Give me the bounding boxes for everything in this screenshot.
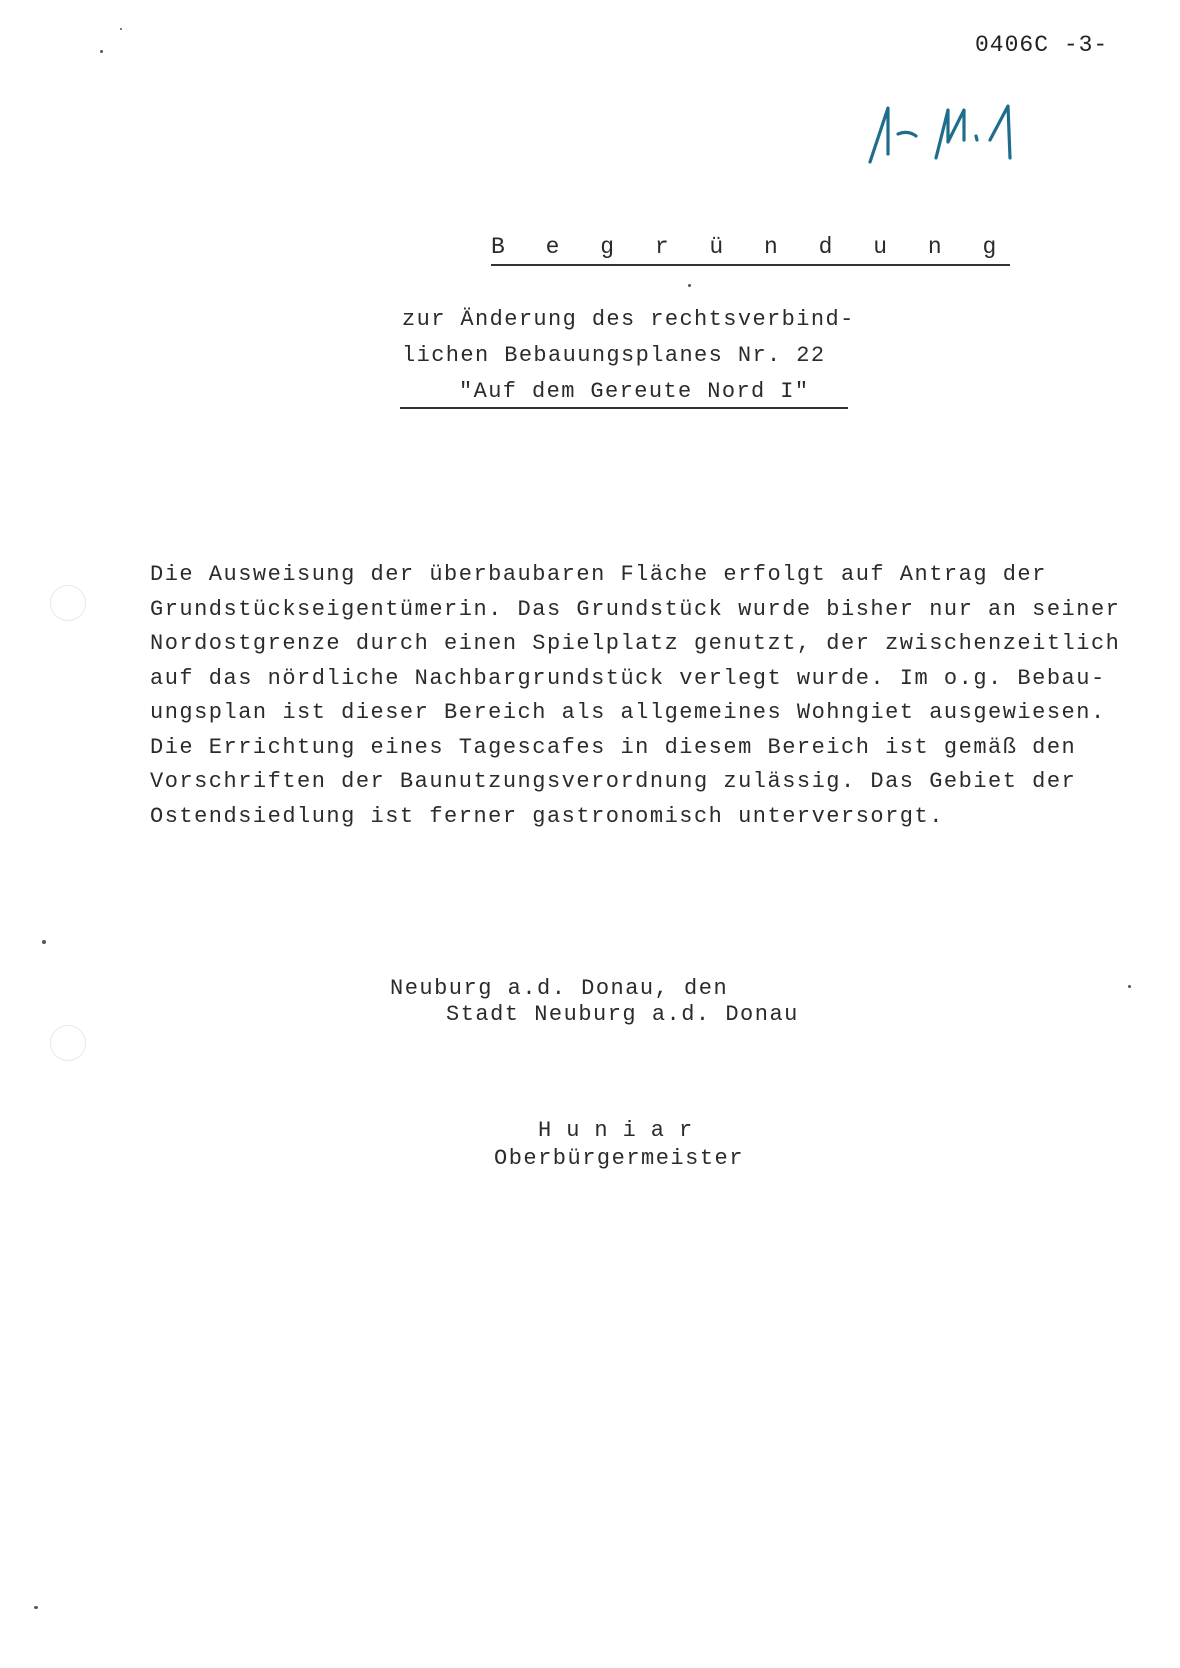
scan-speck: [1128, 985, 1131, 988]
body-line: Vorschriften der Baunutzungsverordnung zulässig. Das Gebiet der: [150, 769, 1077, 794]
place-date-line: Neuburg a.d. Donau, den: [390, 976, 729, 1001]
scan-speck: [688, 284, 691, 287]
subtitle-line-1: zur Änderung des rechtsverbind-: [402, 307, 855, 332]
signatory-name: Huniar: [538, 1118, 708, 1143]
page-reference: 0406C -3-: [975, 32, 1109, 58]
punch-hole-mark: [50, 585, 86, 621]
body-line: Ostendsiedlung ist ferner gastronomisch unterversorgt.: [150, 803, 944, 829]
body-line: Die Errichtung eines Tagescafes in diesem Bereich ist gemäß den: [150, 734, 1077, 760]
document-subtitle: [402, 302, 855, 410]
document-title: B e g r ü n d u n g: [491, 234, 1010, 266]
subtitle-line-2: lichen Bebauungsplanes Nr. 22: [402, 343, 826, 368]
body-paragraph: [150, 558, 1121, 834]
scan-speck: [100, 50, 103, 53]
scan-speck: [34, 1606, 38, 1609]
handwritten-annotation: [868, 100, 1108, 190]
body-line: Grundstückseigentümerin. Das Grundstück wurde bisher nur an seiner: [150, 596, 1121, 622]
signatory-role: Oberbürgermeister: [494, 1146, 744, 1171]
place-and-authority: [390, 976, 799, 1028]
body-line: auf das nördliche Nachbargrundstück verlegt wurde. Im o.g. Bebau-: [150, 665, 1106, 691]
scan-speck: [120, 28, 122, 30]
subtitle-line-3: "Auf dem Gereute Nord I": [459, 379, 810, 404]
subtitle-underline: [400, 407, 848, 409]
signature-block: [494, 1117, 744, 1173]
body-line: Die Ausweisung der überbaubaren Fläche erfolgt auf Antrag der: [150, 562, 1047, 587]
body-line: Nordostgrenze durch einen Spielplatz genutzt, der zwischenzeitlich: [150, 631, 1121, 656]
punch-hole-mark: [50, 1025, 86, 1061]
body-line: ungsplan ist dieser Bereich als allgemeines Wohngiet ausgewiesen.: [150, 700, 1106, 725]
scan-speck: [42, 940, 46, 944]
authority-line: Stadt Neuburg a.d. Donau: [446, 1002, 799, 1027]
